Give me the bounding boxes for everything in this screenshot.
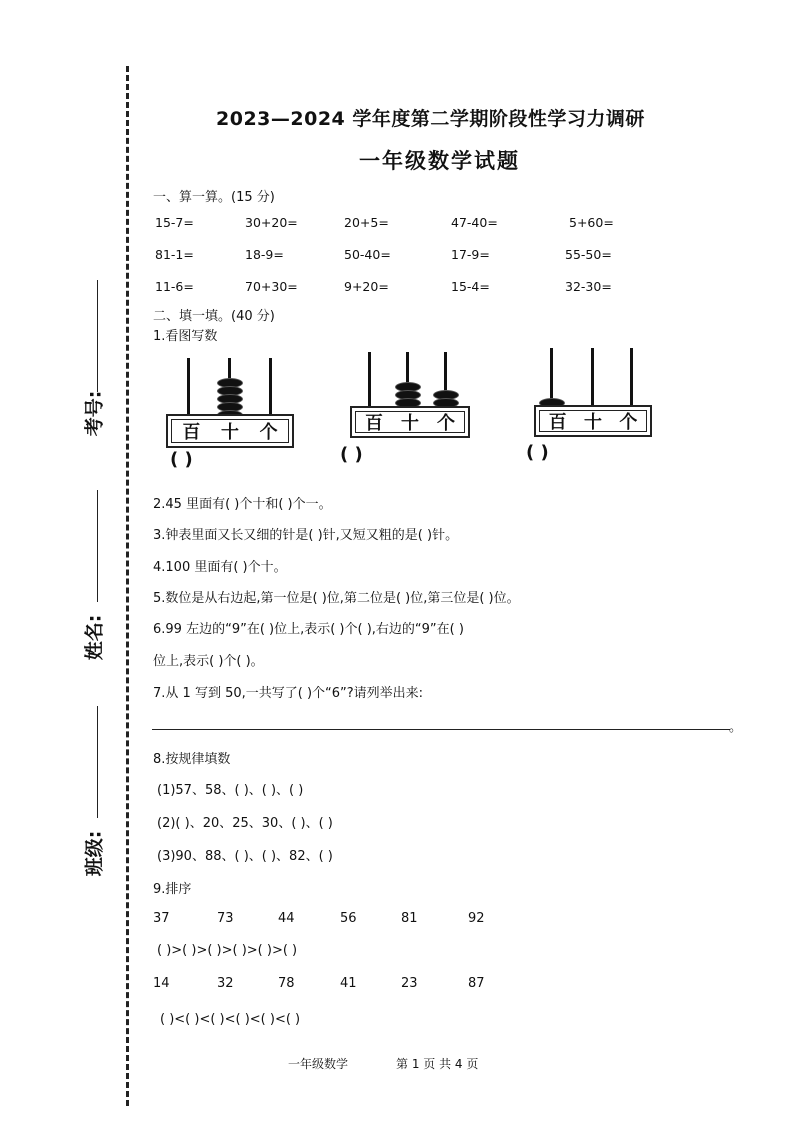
place-label-ones: 个 [437, 413, 455, 434]
name-line [97, 490, 98, 602]
abacus-answer-blank[interactable]: ( ) [340, 444, 363, 465]
calc-item: 30+20= [245, 215, 298, 230]
place-label-hundreds: 百 [182, 422, 201, 443]
place-label-ones: 个 [619, 412, 638, 433]
sort-number: 56 [340, 911, 357, 926]
calc-item: 18-9= [245, 247, 284, 262]
question-7-end-mark: 。 [729, 720, 743, 735]
abacus-answer-blank[interactable]: ( ) [170, 449, 193, 470]
question-1: 1.看图写数 [153, 329, 218, 344]
calc-item: 55-50= [565, 247, 612, 262]
question-7: 7.从 1 写到 50,一共写了( )个“6”?请列举出来: [153, 686, 424, 701]
place-label-ones: 个 [259, 422, 278, 443]
exam-no-line [97, 280, 98, 392]
question-6-line1: 6.99 左边的“9”在( )位上,表示( )个( ),右边的“9”在( ) [153, 622, 464, 637]
abacus-answer-blank[interactable]: ( ) [526, 442, 549, 463]
sort-number: 37 [153, 911, 170, 926]
class-line [97, 706, 98, 818]
section2-heading: 二、填一填。(40 分) [153, 309, 275, 324]
question-8-part3: (3)90、88、( )、( )、82、( ) [157, 849, 333, 864]
sort-number: 81 [401, 911, 418, 926]
question-8-part1: (1)57、58、( )、( )、( ) [157, 783, 304, 798]
calc-item: 50-40= [344, 247, 391, 262]
exam-title: 2023—2024 学年度第二学期阶段性学习力调研 [216, 108, 645, 130]
footer-page-number: 第 1 页 共 4 页 [396, 1057, 479, 1071]
sort-order-ascending[interactable]: ( )<( )<( )<( )<( )<( ) [160, 1012, 301, 1027]
calc-item: 70+30= [245, 279, 298, 294]
place-label-tens: 十 [401, 413, 419, 434]
question-5: 5.数位是从右边起,第一位是( )位,第二位是( )位,第三位是( )位。 [153, 591, 520, 606]
abacus-place-board [350, 406, 470, 438]
binding-dashed-line [126, 66, 129, 1106]
place-label-tens: 十 [220, 422, 239, 443]
question-8-part2: (2)( )、20、25、30、( )、( ) [157, 816, 333, 831]
abacus-rod [269, 358, 272, 416]
sort-number: 23 [401, 976, 418, 991]
question-8: 8.按规律填数 [153, 752, 231, 767]
place-label-hundreds: 百 [365, 413, 383, 434]
calc-item: 32-30= [565, 279, 612, 294]
abacus-place-board [534, 405, 652, 437]
sort-number: 14 [153, 976, 170, 991]
calc-item: 9+20= [344, 279, 389, 294]
calc-item: 81-1= [155, 247, 194, 262]
sort-number: 73 [217, 911, 234, 926]
question-7-answer-line[interactable] [152, 729, 730, 730]
sort-number: 41 [340, 976, 357, 991]
calc-item: 15-7= [155, 215, 194, 230]
sort-number: 87 [468, 976, 485, 991]
calc-item: 47-40= [451, 215, 498, 230]
calc-item: 20+5= [344, 215, 389, 230]
class-label: 班级: [83, 830, 106, 877]
sort-number: 78 [278, 976, 295, 991]
exam-subtitle: 一年级数学试题 [359, 149, 520, 173]
abacus-rod [368, 352, 371, 408]
calc-item: 17-9= [451, 247, 490, 262]
exam-no-label: 考号: [83, 390, 106, 437]
place-label-tens: 十 [583, 412, 602, 433]
abacus-rod [187, 358, 190, 416]
abacus-place-board [166, 414, 294, 448]
sort-number: 92 [468, 911, 485, 926]
place-label-hundreds: 百 [548, 412, 567, 433]
sort-order-descending[interactable]: ( )>( )>( )>( )>( )>( ) [157, 943, 298, 958]
question-6-line2: 位上,表示( )个( )。 [153, 654, 264, 669]
name-label: 姓名: [83, 614, 106, 661]
question-4: 4.100 里面有( )个十。 [153, 560, 287, 575]
footer-subject: 一年级数学 [288, 1057, 349, 1071]
calc-item: 11-6= [155, 279, 194, 294]
calc-item: 15-4= [451, 279, 490, 294]
abacus-rod [630, 348, 633, 406]
question-3: 3.钟表里面又长又细的针是( )针,又短又粗的是( )针。 [153, 528, 459, 543]
question-9: 9.排序 [153, 882, 192, 897]
section1-heading: 一、算一算。(15 分) [153, 190, 275, 205]
sort-number: 44 [278, 911, 295, 926]
sort-number: 32 [217, 976, 234, 991]
question-2: 2.45 里面有( )个十和( )个一。 [153, 497, 332, 512]
abacus-rod [591, 348, 594, 406]
calc-item: 5+60= [569, 215, 614, 230]
